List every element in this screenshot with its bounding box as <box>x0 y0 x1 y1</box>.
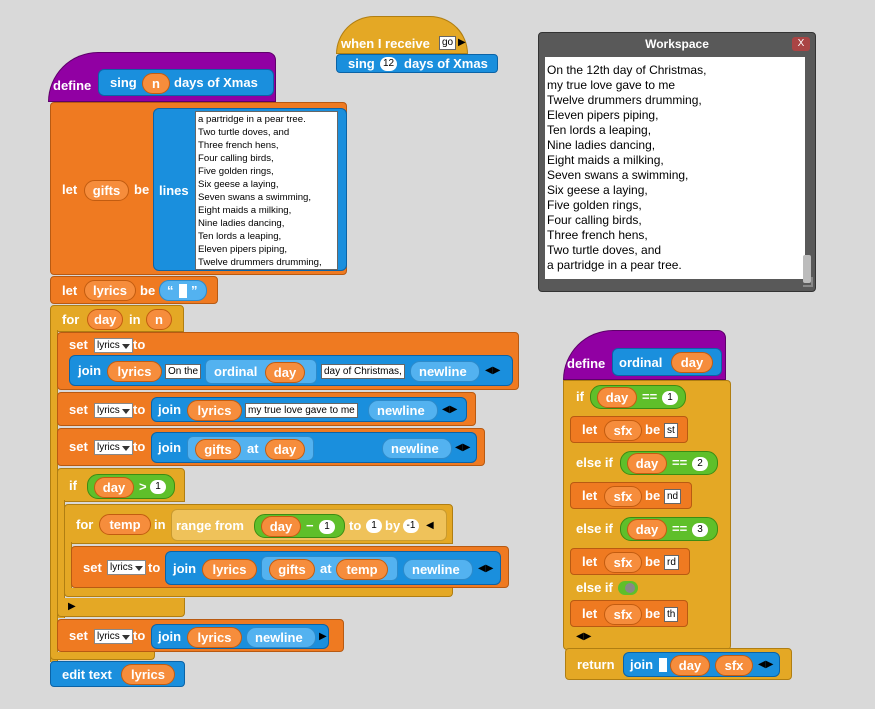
for-day-block[interactable] <box>50 305 184 332</box>
var-day[interactable]: day <box>627 519 667 540</box>
join-label: join <box>158 629 182 644</box>
join-reporter[interactable] <box>151 397 467 422</box>
join-arrows[interactable]: ◀▶ <box>485 365 501 376</box>
var-lyrics[interactable]: lyrics <box>84 280 136 301</box>
var-dropdown[interactable]: lyrics <box>94 403 133 418</box>
lines-text-line: Eight maids a milking, <box>198 205 292 216</box>
workspace-line: Seven swans a swimming, <box>547 168 689 182</box>
set-lyrics-block-4[interactable] <box>71 546 509 588</box>
be-label: be <box>134 182 150 197</box>
for-day-foot <box>50 652 155 660</box>
set-lyrics-block-3[interactable] <box>57 428 485 466</box>
set-label: set <box>69 628 88 643</box>
newline-label: newline <box>419 364 467 379</box>
workspace-line: Two turtle doves, and <box>547 243 662 257</box>
text-nd[interactable]: nd <box>664 489 681 504</box>
join-reporter[interactable] <box>623 652 780 677</box>
workspace-window[interactable] <box>538 32 816 292</box>
for-label: for <box>76 517 94 532</box>
join-reporter[interactable] <box>151 432 477 463</box>
eq-operator: == <box>672 455 688 470</box>
in-label: in <box>129 312 141 327</box>
to-label: to <box>148 560 161 575</box>
lines-text-line: Nine ladies dancing, <box>198 218 285 229</box>
var-lyrics[interactable]: lyrics <box>107 361 162 382</box>
sing-call-block[interactable] <box>336 54 498 73</box>
lines-text-line: Two turtle doves, and <box>198 127 290 138</box>
newline-label: newline <box>377 403 425 418</box>
join-label: join <box>158 440 182 455</box>
var-lyrics[interactable]: lyrics <box>187 400 242 421</box>
var-lyrics[interactable]: lyrics <box>202 559 257 580</box>
join-arrows[interactable]: ◀▶ <box>758 659 774 670</box>
number-2[interactable]: 2 <box>692 457 708 471</box>
var-n[interactable]: n <box>146 309 172 330</box>
for-temp-foot <box>64 588 453 597</box>
message-field[interactable]: go <box>439 36 456 50</box>
let-sfx-th[interactable] <box>570 600 688 627</box>
to-label: to <box>133 439 146 454</box>
set-label: set <box>69 337 88 352</box>
be-label: be <box>645 554 661 569</box>
gt-operator: > <box>139 479 147 494</box>
quote-close: ” <box>191 283 198 298</box>
lines-text-line: Five golden rings, <box>198 166 274 177</box>
workspace-line: a partridge in a pear tree. <box>547 258 682 272</box>
lines-text-line: Four calling birds, <box>198 153 274 164</box>
workspace-line: my true love gave to me <box>547 78 676 92</box>
number-1[interactable]: 1 <box>662 391 678 405</box>
text-on-the[interactable]: On the <box>165 364 201 379</box>
let-sfx-st[interactable] <box>570 416 688 443</box>
be-label: be <box>645 422 661 437</box>
var-sfx[interactable]: sfx <box>715 655 753 676</box>
if-label: if <box>576 389 584 404</box>
in-label: in <box>154 517 166 532</box>
range-reporter[interactable] <box>171 509 447 541</box>
workspace-line: Four calling birds, <box>547 213 642 227</box>
set-lyrics-block-5[interactable] <box>57 619 344 652</box>
return-block[interactable] <box>565 648 792 680</box>
var-sfx[interactable]: sfx <box>604 552 642 573</box>
number-to[interactable]: 1 <box>366 519 382 533</box>
be-label: be <box>645 606 661 621</box>
set-lyrics-block-1[interactable] <box>57 332 519 390</box>
join-label: join <box>630 657 654 672</box>
lines-text-line: Ten lords a leaping, <box>198 231 282 242</box>
lines-text-line: Three french hens, <box>198 140 279 151</box>
var-sfx[interactable]: sfx <box>604 486 642 507</box>
if-label: if <box>69 478 77 493</box>
when-i-receive-hat[interactable] <box>336 16 468 54</box>
at-label: at <box>247 441 259 456</box>
resize-handle-icon[interactable] <box>803 277 813 287</box>
var-lyrics[interactable]: lyrics <box>187 627 242 648</box>
minus-operator: − <box>306 518 314 533</box>
lines-text-line: Twelve drummers drumming, <box>198 257 322 268</box>
var-sfx[interactable]: sfx <box>604 420 642 441</box>
empty-text-field[interactable] <box>659 658 667 672</box>
ordinal-label: ordinal <box>214 364 258 379</box>
ordinal-prototype[interactable] <box>612 348 722 376</box>
sing-label: sing <box>110 75 137 90</box>
lines-label: lines <box>159 183 189 198</box>
lines-text-line: a partridge in a pear tree. <box>198 114 306 125</box>
empty-boolean-slot[interactable] <box>618 581 638 595</box>
ordinal-reporter[interactable] <box>205 359 317 384</box>
newline-reporter[interactable] <box>382 438 452 459</box>
var-sfx[interactable]: sfx <box>604 604 642 625</box>
item-of-reporter[interactable] <box>261 556 398 581</box>
let-label: let <box>582 606 598 621</box>
empty-string-reporter[interactable] <box>159 280 207 301</box>
for-temp-block[interactable] <box>64 504 453 544</box>
lines-text-field[interactable] <box>195 111 338 270</box>
var-day[interactable]: day <box>87 309 123 330</box>
text-true-love[interactable]: my true love gave to me <box>245 403 358 418</box>
let-lyrics-block[interactable] <box>50 276 218 304</box>
set-lyrics-block-2[interactable] <box>57 392 476 426</box>
var-gifts[interactable]: gifts <box>269 559 315 580</box>
sing-prototype[interactable] <box>98 69 274 96</box>
join-label: join <box>173 561 197 576</box>
define-label: define <box>53 78 92 93</box>
sing-rest-label: days of Xmas <box>174 75 258 90</box>
ordinal-label: ordinal <box>619 355 663 370</box>
return-label: return <box>577 657 615 672</box>
newline-reporter[interactable] <box>410 361 480 382</box>
sing-call-label: sing <box>348 56 375 71</box>
join-label: join <box>78 363 102 378</box>
newline-label: newline <box>255 630 303 645</box>
define-label: define <box>567 356 606 371</box>
quote-open: “ <box>167 283 174 298</box>
newline-reporter[interactable] <box>246 627 316 648</box>
workspace-close-button[interactable]: X <box>792 37 810 51</box>
if-foot <box>57 598 185 617</box>
var-day[interactable]: day <box>261 516 301 537</box>
var-day[interactable]: day <box>265 439 305 460</box>
number-by[interactable]: -1 <box>403 519 419 533</box>
join-arrows[interactable]: ◀▶ <box>442 404 458 415</box>
to-label: to <box>133 402 146 417</box>
if-expand-arrow[interactable]: ▶ <box>68 601 76 612</box>
else-if-label: else if <box>576 455 613 470</box>
var-day[interactable]: day <box>597 387 637 408</box>
var-day[interactable]: day <box>265 362 305 383</box>
let-gifts-block[interactable] <box>50 102 347 275</box>
item-of-reporter[interactable] <box>187 436 314 461</box>
newline-reporter[interactable] <box>403 559 473 580</box>
if-else-arrows[interactable]: ◀▶ <box>576 631 592 642</box>
if-block[interactable] <box>57 468 185 502</box>
var-gifts[interactable]: gifts <box>84 180 129 201</box>
let-label: let <box>582 554 598 569</box>
param-day[interactable]: day <box>671 352 713 373</box>
workspace-text[interactable] <box>545 57 805 279</box>
number-1[interactable]: 1 <box>319 520 335 534</box>
be-label: be <box>645 488 661 503</box>
text-th[interactable]: th <box>664 607 678 622</box>
join-reporter[interactable] <box>151 624 329 649</box>
sing-call-arg[interactable]: 12 <box>380 57 397 71</box>
text-st[interactable]: st <box>664 423 678 438</box>
lines-reporter[interactable] <box>153 108 347 271</box>
var-dropdown[interactable]: lyrics <box>94 629 133 644</box>
workspace-line: Six geese a laying, <box>547 183 648 197</box>
for-label: for <box>62 312 80 327</box>
let-label: let <box>62 182 78 197</box>
let-sfx-nd[interactable] <box>570 482 692 509</box>
at-label: at <box>320 561 332 576</box>
newline-label: newline <box>391 441 439 456</box>
greater-than-predicate[interactable] <box>87 474 175 499</box>
to-label: to <box>133 628 146 643</box>
minus-reporter[interactable] <box>254 514 345 538</box>
number-1[interactable]: 1 <box>150 480 166 494</box>
var-dropdown[interactable]: lyrics <box>94 338 133 353</box>
workspace-line: Twelve drummers drumming, <box>547 93 702 107</box>
join-arrow[interactable]: ▶ <box>319 631 327 642</box>
join-reporter[interactable] <box>165 551 501 585</box>
let-sfx-rd[interactable] <box>570 548 690 575</box>
var-dropdown[interactable]: lyrics <box>94 440 133 455</box>
var-day[interactable]: day <box>627 453 667 474</box>
join-label: join <box>158 402 182 417</box>
range-arrow[interactable]: ◀ <box>426 520 434 531</box>
eq-operator: == <box>642 389 658 404</box>
set-label: set <box>83 560 102 575</box>
workspace-line: Eleven pipers piping, <box>547 108 659 122</box>
text-rd[interactable]: rd <box>664 555 679 570</box>
to-label: to <box>349 518 362 533</box>
let-label: let <box>62 283 78 298</box>
join-arrows[interactable]: ◀▶ <box>478 563 494 574</box>
workspace-line: Three french hens, <box>547 228 648 242</box>
when-receive-label: when I receive <box>341 36 430 51</box>
newline-reporter[interactable] <box>368 400 438 421</box>
var-day[interactable]: day <box>670 655 710 676</box>
empty-text-field[interactable] <box>179 284 187 298</box>
workspace-line: Nine ladies dancing, <box>547 138 656 152</box>
edit-text-label: edit text <box>62 667 112 682</box>
eq-predicate-3[interactable] <box>620 517 718 541</box>
workspace-line: On the 12th day of Christmas, <box>547 63 707 77</box>
var-temp[interactable]: temp <box>336 559 388 580</box>
else-if-label: else if <box>576 521 613 536</box>
workspace-line: Five golden rings, <box>547 198 642 212</box>
number-3[interactable]: 3 <box>692 523 708 537</box>
eq-operator: == <box>672 521 688 536</box>
param-n[interactable]: n <box>142 73 170 94</box>
lines-text-line: Eleven pipers piping, <box>198 244 288 255</box>
join-reporter[interactable] <box>69 355 513 386</box>
var-gifts[interactable]: gifts <box>195 439 241 460</box>
range-from-label: range from <box>176 518 244 533</box>
eq-predicate-1[interactable] <box>590 385 686 409</box>
message-dropdown-arrow[interactable]: ▶ <box>458 37 466 48</box>
else-if-label: else if <box>576 580 613 595</box>
lines-text-line: Seven swans a swimming, <box>198 192 312 203</box>
var-temp[interactable]: temp <box>99 514 151 535</box>
let-label: let <box>582 488 598 503</box>
sing-call-rest: days of Xmas <box>404 56 488 71</box>
let-label: let <box>582 422 598 437</box>
set-label: set <box>69 439 88 454</box>
var-dropdown[interactable]: lyrics <box>107 560 146 575</box>
var-lyrics[interactable]: lyrics <box>121 664 175 685</box>
join-arrows[interactable]: ◀▶ <box>455 442 471 453</box>
newline-label: newline <box>412 562 460 577</box>
eq-predicate-2[interactable] <box>620 451 718 475</box>
set-label: set <box>69 402 88 417</box>
to-label: to <box>133 337 146 352</box>
edit-text-block[interactable] <box>50 661 185 687</box>
be-label: be <box>140 283 156 298</box>
lines-text-line: Six geese a laying, <box>198 179 279 190</box>
workspace-line: Eight maids a milking, <box>547 153 664 167</box>
workspace-line: Ten lords a leaping, <box>547 123 652 137</box>
var-day[interactable]: day <box>94 477 134 498</box>
workspace-title: Workspace <box>645 37 709 51</box>
text-day-of-christmas[interactable]: day of Christmas, <box>321 364 405 379</box>
by-label: by <box>385 518 401 533</box>
